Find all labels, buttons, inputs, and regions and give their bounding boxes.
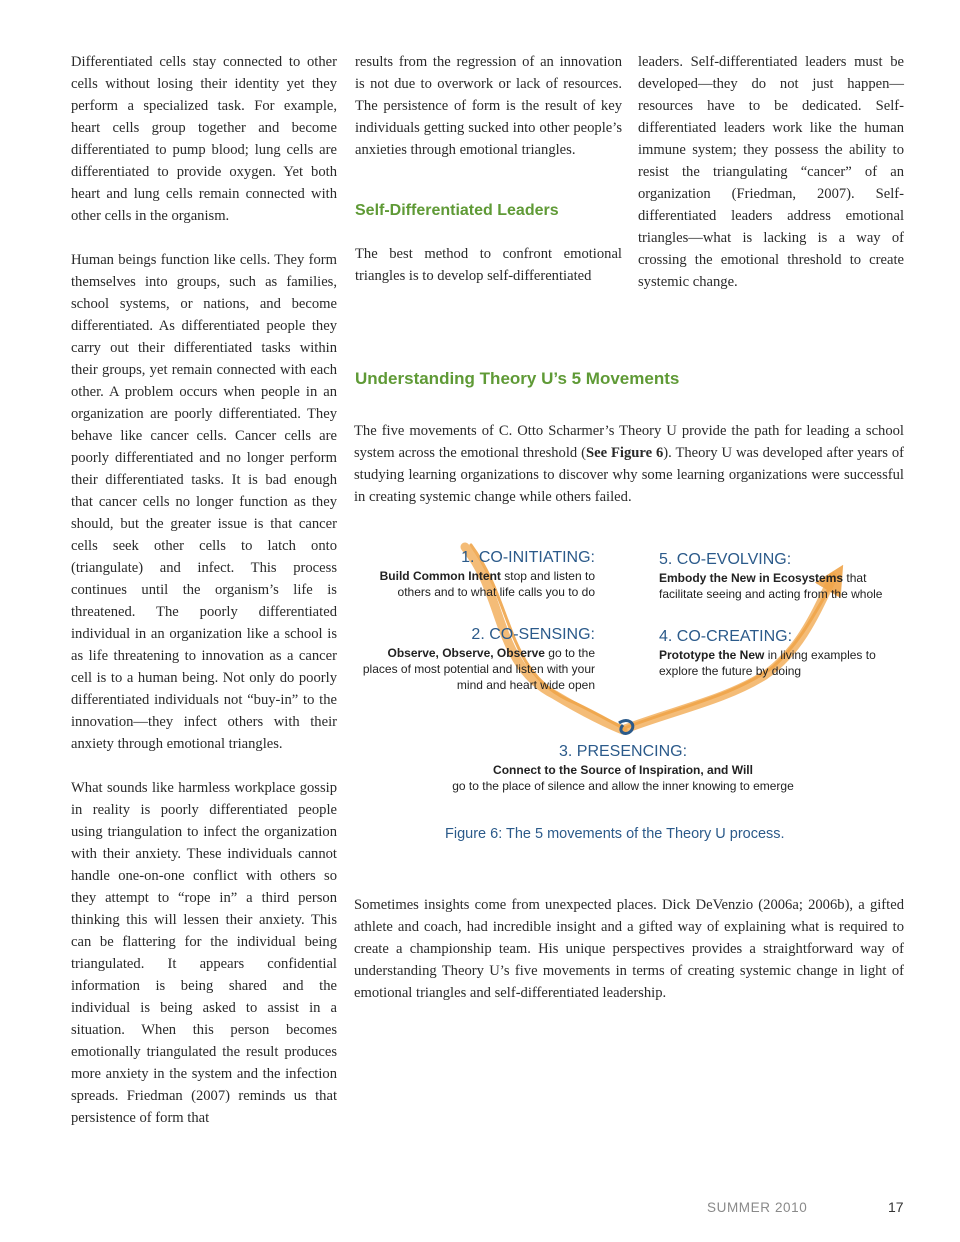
paragraph-theory-u — [354, 420, 904, 508]
figure-reference: See Figure 6 — [585, 444, 664, 461]
movement-4-line1 — [659, 648, 876, 662]
movement-4-bold: Prototype the New — [659, 648, 765, 662]
movement-2-title: 2. CO-SENSING: — [471, 626, 595, 643]
paragraph-best-method: The best method to confront emotional triangles is to develop self-differentiated — [355, 245, 622, 284]
movement-4-rest: in living examples to — [764, 648, 876, 662]
movement-4-line2: explore the future by doing — [659, 664, 802, 678]
paragraph-human-beings: Human beings function like cells. They form themselves into groups, such as families, school systems, or nations, and become differentiated. As differentiated people they carry out their differentiated tasks within their groups, yet remain connected with each other. A problem occurs when people in an organization are poorly differentiated. They behave like cancer cells. Cancer cells are poorly differentiated and no longer perform their differentiated tasks. It is bad enough that cancer cells no longer function as they should, but the greater issue is that cancer cells seek other cells to latch onto (triangulate) and infect. This process continues until the organism’s life is threatened. The poorly differentiated individual in an organization like a school is as life threatening to innovation as a cancer cell is to a human being. Not only do poorly differentiated individuals not “buy-in” to the innovation—they infect others with their anxiety through emotional triangles. — [71, 252, 337, 752]
paragraph-regression: results from the regression of an innovation is not due to overwork or lack of resources. The persistence of form is the result of key individuals getting sucked into other people’s anxieties through emotional triangles. — [355, 54, 622, 158]
movement-2-line2: places of most potential and listen with your — [362, 662, 595, 676]
movement-4-title: 4. CO-CREATING: — [659, 628, 793, 645]
movement-5-line2: facilitate seeing and acting from the whole — [659, 587, 883, 601]
movement-3-line2: go to the place of silence and allow the inner knowing to emerge — [452, 779, 794, 793]
column-right — [638, 51, 904, 293]
movement-5-line1 — [659, 571, 867, 585]
movement-1-title: 1. CO-INITIATING: — [461, 549, 595, 566]
movement-2-line3: mind and heart wide open — [456, 678, 595, 692]
movement-5-rest: that — [843, 571, 867, 585]
heading-theory-u: Understanding Theory U’s 5 Movements — [355, 369, 680, 388]
theory-text-after: ). Theory U was developed after years of studying learning organizations to discover why some learning organizations were successful in creating systemic change while others failed. — [354, 444, 904, 505]
paragraph-insights: Sometimes insights come from unexpected places. Dick DeVenzio (2006a; 2006b), a gifted athlete and coach, had incredible insight and a gifted way of explaining what is required to create a championship team. His unique perspectives provides a straightforward way of understanding Theory U’s five movements in terms of creating systemic change in light of emotional triangles and self-differentiated leadership. — [354, 896, 904, 1001]
column-left — [71, 51, 337, 1129]
movement-2-rest: go to the — [544, 646, 595, 660]
movement-5-title: 5. CO-EVOLVING: — [659, 551, 792, 568]
movement-1-line2: others and to what life calls you to do — [397, 585, 595, 599]
paragraph-differentiated-cells: Differentiated cells stay connected to other cells without losing their identity yet they perform a specialized task. For example, heart cells group together and become differentiated to pump blood; lung cells are differentiated to provide oxygen. Yet both heart and lung cells remain connected with other cells in the organism. — [71, 54, 337, 224]
heading-self-differentiated-leaders: Self-Differentiated Leaders — [355, 202, 559, 219]
movement-1-line1 — [380, 569, 596, 583]
movement-2-line1 — [388, 646, 596, 660]
footer-issue-label: SUMMER 2010 — [707, 1200, 808, 1215]
theory-u-figure — [345, 535, 915, 800]
column-middle — [355, 51, 622, 161]
theory-text-before: The five movements of C. Otto Scharmer’s Theory U provide the path for leading a school system across the emotional threshold ( — [354, 422, 904, 461]
movement-5-bold: Embody the New in Ecosystems — [659, 571, 844, 585]
paragraph-workplace-gossip: What sounds like harmless workplace gossip in reality is poorly differentiated people using triangulation to infect the organization with their anxiety. These individuals cannot handle one-on-one conflict with others so they attempt to “rope in” a third person thinking this will lessen their anxiety. This can be flattering for the individual being triangulated. It appears confidential information is being shared and the individual is being asked to assist in a situation. When this person becomes emotionally triangulated the result produces more anxiety in the system and the infection spreads. Friedman (2007) reminds us that persistence of form that — [71, 780, 337, 1126]
movement-3-line1: Connect to the Source of Inspiration, and Will — [493, 763, 753, 777]
movement-3-title: 3. PRESENCING: — [558, 743, 688, 760]
page-number: 17 — [888, 1199, 904, 1215]
movement-1-rest: stop and listen to — [500, 569, 595, 583]
movement-2-bold: Observe, Observe, Observe — [387, 646, 545, 660]
figure-caption: Figure 6: The 5 movements of the Theory U process. — [445, 826, 785, 842]
paragraph-self-differentiated-leaders: leaders. Self-differentiated leaders must be developed—they do not just happen—resources have to be dedicated. Self-differentiated leaders work like the human immune system; they possess the ability to resist the triangulating “cancer” of an organization (Friedman, 2007). Self-differentiated leaders address emotional triangles—what is lacking is a way of crossing the emotional threshold to create systemic change. — [638, 54, 904, 290]
movement-1-bold: Build Common Intent — [379, 569, 501, 583]
